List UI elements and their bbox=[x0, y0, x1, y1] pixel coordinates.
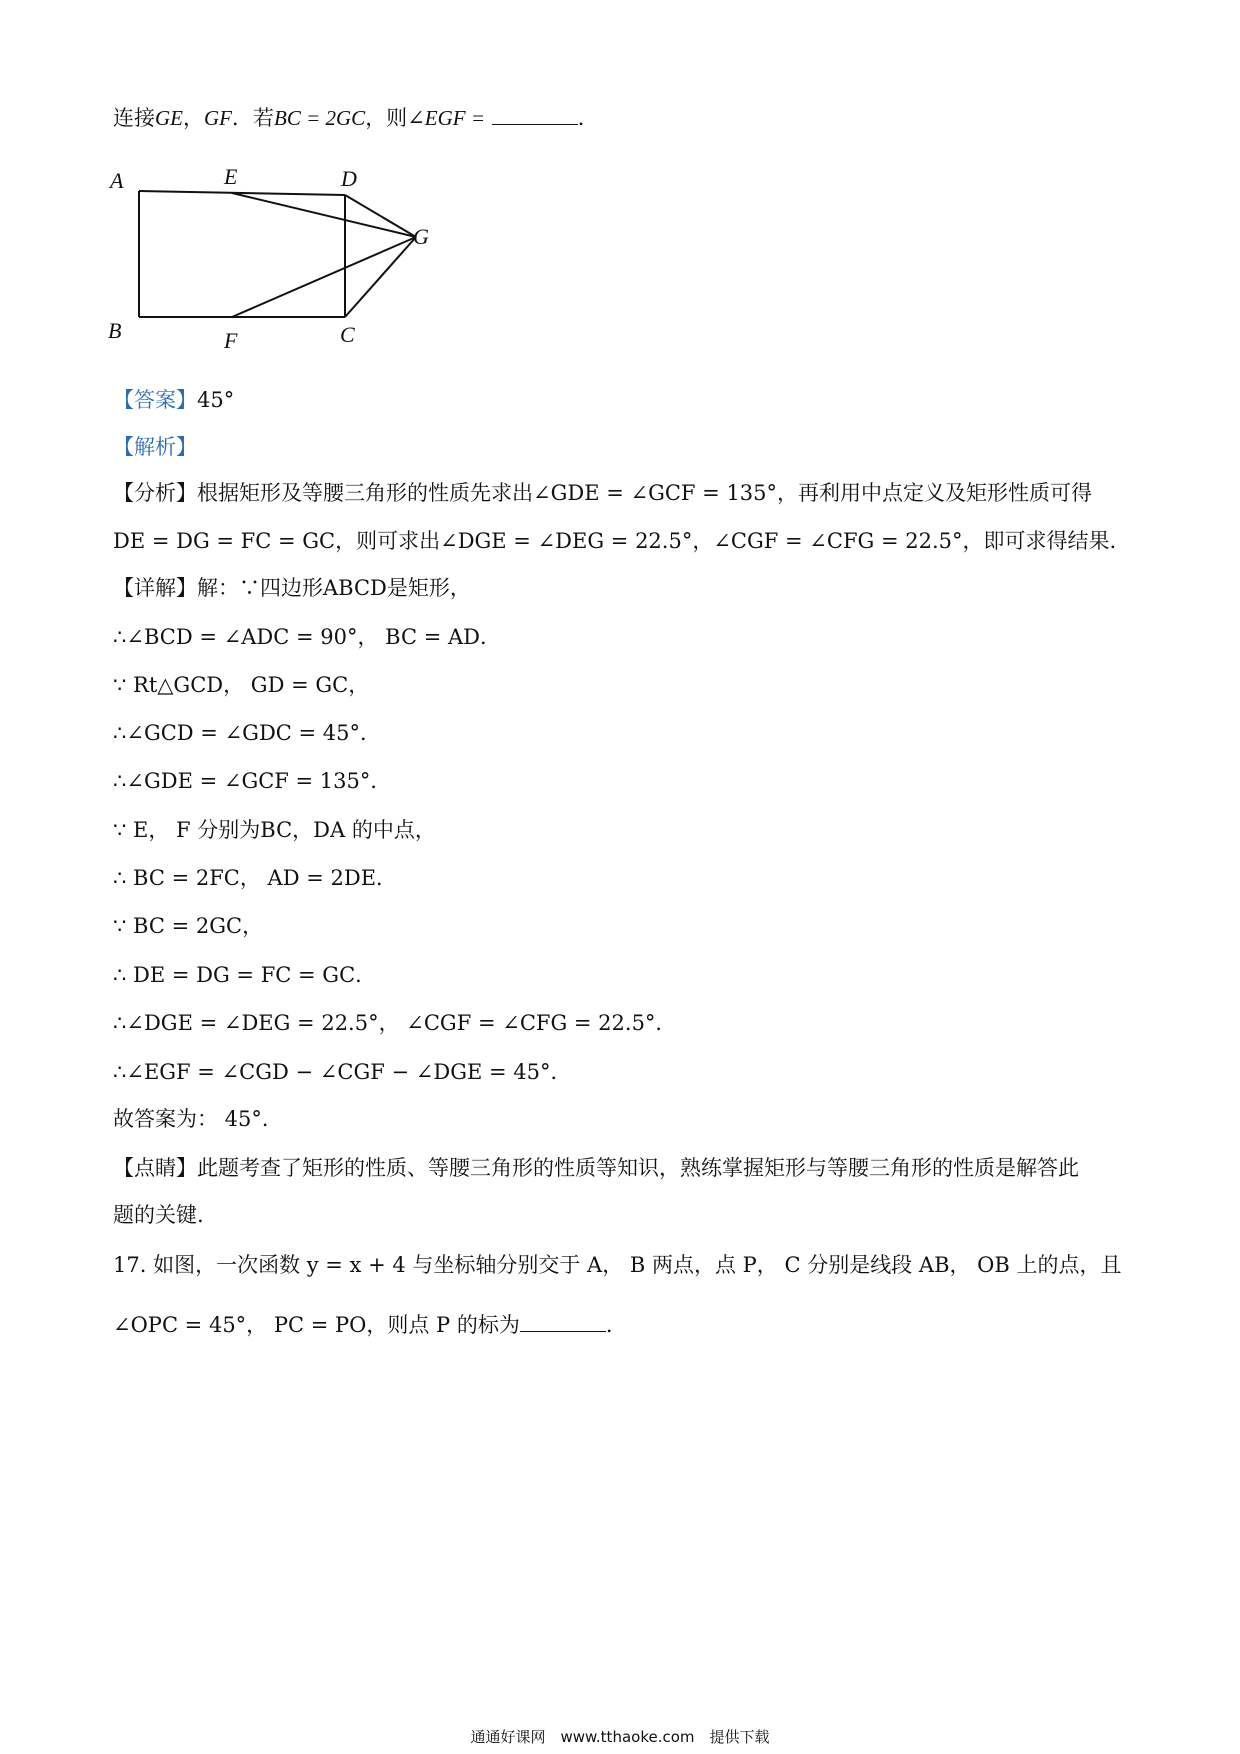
label-c: C bbox=[340, 322, 355, 347]
label-a: A bbox=[110, 168, 124, 193]
fenxi-line-1: 【分析】根据矩形及等腰三角形的性质先求出∠GDE = ∠GCF = 135°，再利用中点定义及矩形性质可得 bbox=[113, 481, 1093, 505]
xiangjie-step: ∴∠GDE = ∠GCF = 135°． bbox=[113, 769, 392, 793]
dianjing-line-1: 【点睛】此题考查了矩形的性质、等腰三角形的性质等知识，熟练掌握矩形与等腰三角形的性质是解答此 bbox=[113, 1156, 1079, 1180]
label-g: G bbox=[413, 224, 429, 249]
segment-fg bbox=[232, 237, 416, 317]
xiangjie-step: 【详解】解：∵四边形ABCD是矩形， bbox=[113, 576, 471, 600]
xiangjie-step: ∴ BC = 2FC， AD = 2DE． bbox=[113, 866, 398, 890]
problem-17-line-2: ∠OPC = 45°， PC = PO，则点 P 的标为 . bbox=[113, 1313, 613, 1337]
xiangjie-step: ∵ BC = 2GC， bbox=[113, 914, 264, 938]
answer-blank-17 bbox=[520, 1313, 606, 1332]
fenxi-line-2: DE = DG = FC = GC，则可求出∠DGE = ∠DEG = 22.5°，∠CGF = ∠CFG = 22.5°，即可求得结果. bbox=[113, 529, 1117, 553]
xiangjie-step: ∴∠GCD = ∠GDC = 45°． bbox=[113, 721, 382, 745]
xiangjie-step: ∴∠BCD = ∠ADC = 90°， BC = AD． bbox=[113, 625, 501, 649]
xiangjie-step: 故答案为： 45°． bbox=[113, 1107, 283, 1131]
label-e: E bbox=[224, 164, 238, 189]
xiangjie-step: ∴ DE = DG = FC = GC． bbox=[113, 963, 377, 987]
xiangjie-step: ∴∠EGF = ∠CGD − ∠CGF − ∠DGE = 45°． bbox=[113, 1060, 572, 1084]
label-f: F bbox=[224, 328, 238, 353]
xiangjie-step: ∵ E， F 分别为BC，DA 的中点， bbox=[113, 818, 436, 842]
segment-dg bbox=[345, 195, 416, 237]
footer-watermark: 通通好课网 www.tthaoke.com 提供下载 bbox=[470, 1728, 770, 1746]
label-d: D bbox=[341, 166, 357, 191]
answer-line: 【答案】45° bbox=[113, 388, 235, 412]
analysis-tag: 【解析】 bbox=[113, 435, 197, 459]
answer-blank bbox=[492, 106, 578, 125]
problem-17-line-1: 17. 如图，一次函数 y = x + 4 与坐标轴分别交于 A， B 两点，点 P， C 分别是线段 AB， OB 上的点，且 bbox=[113, 1253, 1122, 1277]
segment-eg bbox=[232, 193, 416, 237]
xiangjie-step: ∵ Rt△GCD， GD = GC， bbox=[113, 673, 370, 697]
label-b: B bbox=[108, 318, 122, 343]
segment-cg bbox=[345, 237, 416, 317]
dianjing-line-2: 题的关键. bbox=[113, 1203, 204, 1227]
geometry-figure bbox=[108, 160, 448, 360]
problem-intro: 连接GE，GF．若BC = 2GC，则∠EGF = ． bbox=[113, 106, 599, 130]
xiangjie-step: ∴∠DGE = ∠DEG = 22.5°， ∠CGF = ∠CFG = 22.5°． bbox=[113, 1011, 677, 1035]
